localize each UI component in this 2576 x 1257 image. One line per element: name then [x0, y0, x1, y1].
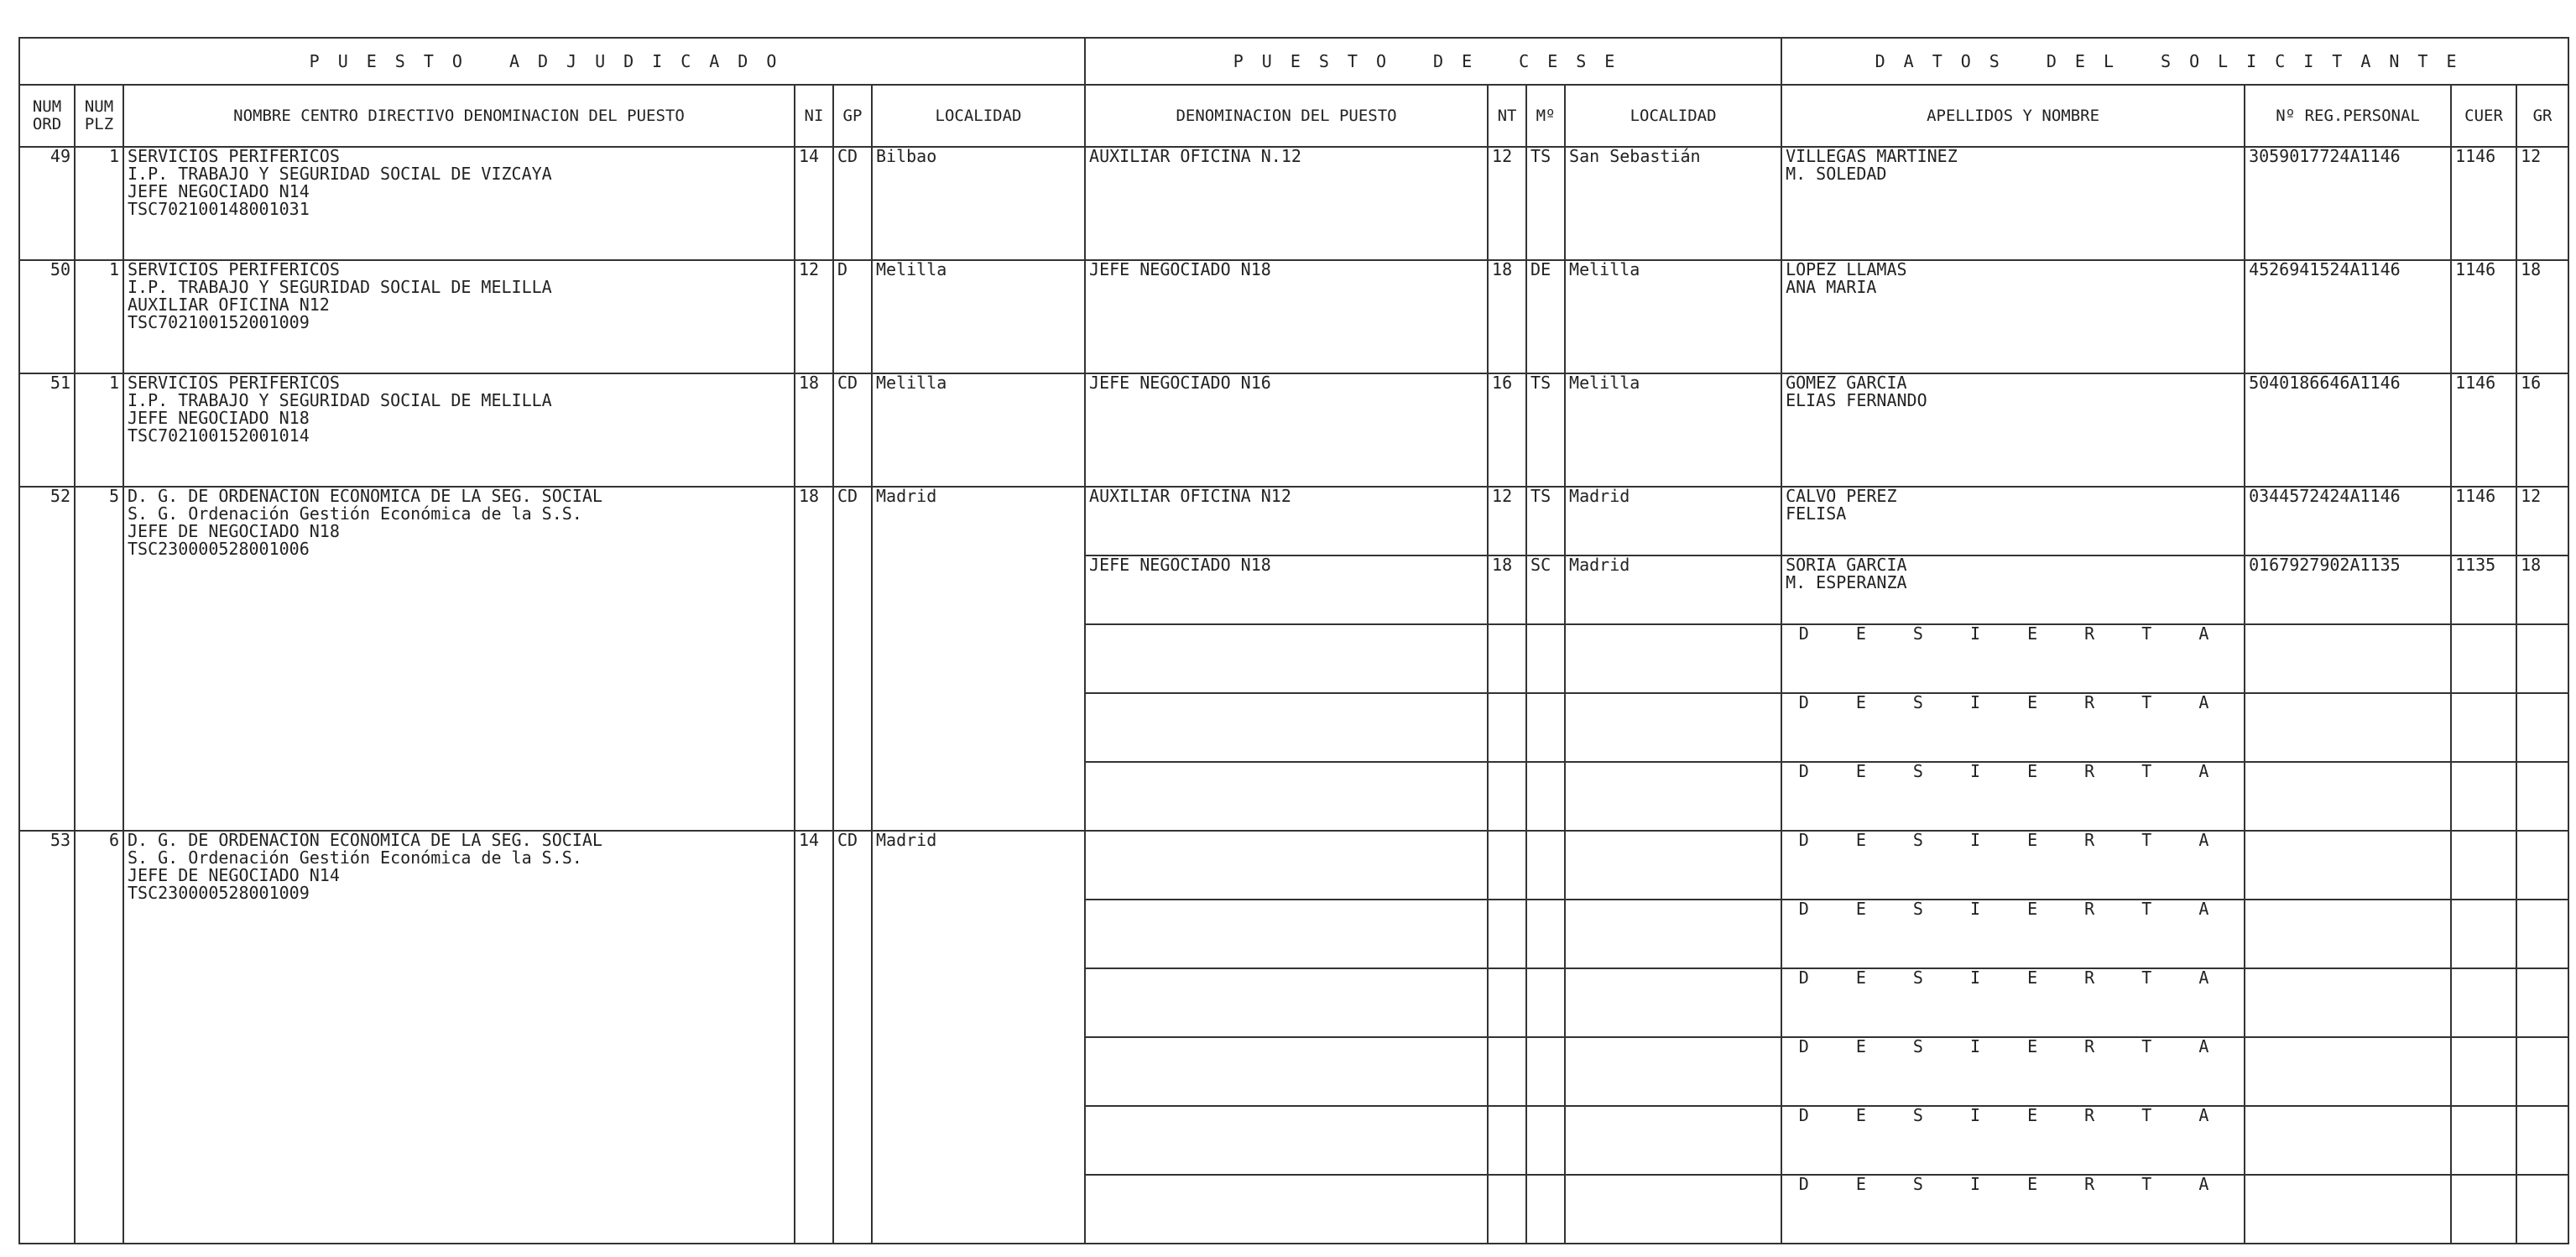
cell-apellidos-nombre: LOPEZ LLAMAS ANA MARIA [1781, 260, 2245, 373]
cell-gp: CD [833, 147, 872, 260]
table-row [19, 147, 2568, 260]
cell-apellidos-nombre: GOMEZ GARCIA ELIAS FERNANDO [1781, 373, 2245, 487]
cell-gr: 12 [2516, 487, 2568, 555]
cell-cuer: 1146 [2451, 487, 2516, 555]
col-localidad-cese: LOCALIDAD [1565, 85, 1781, 147]
cell-cese-mo: DE [1526, 260, 1565, 373]
desierta-label: D E S I E R T A [1781, 693, 2245, 762]
cell-ord: 49 [19, 147, 75, 260]
col-mo: Mº [1526, 85, 1565, 147]
cell-cese-denominacion: AUXILIAR OFICINA N.12 [1085, 147, 1488, 260]
cell-cese-localidad: Melilla [1565, 260, 1781, 373]
cell-cese-denominacion: AUXILIAR OFICINA N12 [1085, 487, 1488, 555]
cell-cuer: 1135 [2451, 555, 2516, 624]
cell-cese-nt: 18 [1488, 260, 1526, 373]
group-header-applicant: DATOS DEL SOLICITANTE [1781, 38, 2568, 85]
desierta-label: D E S I E R T A [1781, 1175, 2245, 1244]
cell-localidad: Bilbao [872, 147, 1085, 260]
cell-localidad: Melilla [872, 373, 1085, 487]
cell-gp: CD [833, 831, 872, 1244]
cell-nreg: 5040186646A1146 [2245, 373, 2451, 487]
cell-gr: 16 [2516, 373, 2568, 487]
desierta-label: D E S I E R T A [1781, 900, 2245, 968]
table-row [19, 260, 2568, 373]
cell-cese-nt: 18 [1488, 555, 1526, 624]
cell-gr: 18 [2516, 260, 2568, 373]
col-nreg-personal: Nº REG.PERSONAL [2245, 85, 2451, 147]
cell-localidad: Melilla [872, 260, 1085, 373]
col-num-ord: NUM ORD [19, 85, 75, 147]
cell-ni: 14 [795, 147, 833, 260]
desierta-label: D E S I E R T A [1781, 1106, 2245, 1175]
col-apellidos-nombre: APELLIDOS Y NOMBRE [1781, 85, 2245, 147]
cell-ni: 18 [795, 373, 833, 487]
cell-ord: 51 [19, 373, 75, 487]
assignment-table [18, 37, 2569, 1244]
desierta-label: D E S I E R T A [1781, 831, 2245, 900]
cell-cese-nt: 16 [1488, 373, 1526, 487]
cell-centro: SERVICIOS PERIFERICOS I.P. TRABAJO Y SEGURIDAD SOCIAL DE MELILLA JEFE NEGOCIADO N18 TSC702100152001014 [123, 373, 795, 487]
col-denominacion-cese: DENOMINACION DEL PUESTO [1085, 85, 1488, 147]
cell-cuer: 1146 [2451, 260, 2516, 373]
cell-centro: SERVICIOS PERIFERICOS I.P. TRABAJO Y SEGURIDAD SOCIAL DE MELILLA AUXILIAR OFICINA N12 TSC702100152001009 [123, 260, 795, 373]
table-row [19, 373, 2568, 487]
cell-gp: D [833, 260, 872, 373]
cell-apellidos-nombre: SORIA GARCIA M. ESPERANZA [1781, 555, 2245, 624]
cell-nreg: 4526941524A1146 [2245, 260, 2451, 373]
cell-cese-nt: 12 [1488, 487, 1526, 555]
cell-nreg: 0167927902A1135 [2245, 555, 2451, 624]
cell-ord: 52 [19, 487, 75, 831]
col-num-plz: NUM PLZ [75, 85, 123, 147]
col-localidad: LOCALIDAD [872, 85, 1085, 147]
cell-ni: 14 [795, 831, 833, 1244]
col-gp: GP [833, 85, 872, 147]
cell-ord: 50 [19, 260, 75, 373]
cell-cese-mo: SC [1526, 555, 1565, 624]
column-header-row [19, 85, 2568, 147]
cell-localidad: Madrid [872, 487, 1085, 831]
col-gr: GR [2516, 85, 2568, 147]
col-ni: NI [795, 85, 833, 147]
cell-plz: 1 [75, 260, 123, 373]
cell-cese-denominacion: JEFE NEGOCIADO N18 [1085, 555, 1488, 624]
cell-centro: SERVICIOS PERIFERICOS I.P. TRABAJO Y SEGURIDAD SOCIAL DE VIZCAYA JEFE NEGOCIADO N14 TSC702100148001031 [123, 147, 795, 260]
cell-nreg: 3059017724A1146 [2245, 147, 2451, 260]
cell-apellidos-nombre: VILLEGAS MARTINEZ M. SOLEDAD [1781, 147, 2245, 260]
cell-centro: D. G. DE ORDENACION ECONOMICA DE LA SEG. SOCIAL S. G. Ordenación Gestión Económica de la S.S. JEFE DE NEGOCIADO N14 TSC230000528001009 [123, 831, 795, 1244]
group-header-row [19, 38, 2568, 85]
cell-cuer: 1146 [2451, 147, 2516, 260]
cell-gr: 12 [2516, 147, 2568, 260]
table-row [19, 831, 2568, 900]
cell-cese-localidad: Madrid [1565, 487, 1781, 555]
col-nombre-centro: NOMBRE CENTRO DIRECTIVO DENOMINACION DEL PUESTO [123, 85, 795, 147]
desierta-label: D E S I E R T A [1781, 762, 2245, 831]
cell-cese-denominacion: JEFE NEGOCIADO N18 [1085, 260, 1488, 373]
group-header-awarded: PUESTO ADJUDICADO [19, 38, 1085, 85]
cell-cese-mo: TS [1526, 373, 1565, 487]
group-header-cese: PUESTO DE CESE [1085, 38, 1781, 85]
table-row [19, 487, 2568, 555]
cell-plz: 1 [75, 373, 123, 487]
cell-apellidos-nombre: CALVO PEREZ FELISA [1781, 487, 2245, 555]
desierta-label: D E S I E R T A [1781, 1037, 2245, 1106]
cell-cuer: 1146 [2451, 373, 2516, 487]
col-cuer: CUER [2451, 85, 2516, 147]
cell-cese-denominacion: JEFE NEGOCIADO N16 [1085, 373, 1488, 487]
cell-ni: 12 [795, 260, 833, 373]
cell-gp: CD [833, 373, 872, 487]
col-nt: NT [1488, 85, 1526, 147]
cell-localidad: Madrid [872, 831, 1085, 1244]
cell-ni: 18 [795, 487, 833, 831]
cell-centro: D. G. DE ORDENACION ECONOMICA DE LA SEG. SOCIAL S. G. Ordenación Gestión Económica de la S.S. JEFE DE NEGOCIADO N18 TSC230000528001006 [123, 487, 795, 831]
desierta-label: D E S I E R T A [1781, 624, 2245, 693]
cell-cese-localidad: Melilla [1565, 373, 1781, 487]
desierta-label: D E S I E R T A [1781, 968, 2245, 1037]
cell-cese-localidad: San Sebastián [1565, 147, 1781, 260]
cell-gr: 18 [2516, 555, 2568, 624]
cell-cese-mo: TS [1526, 147, 1565, 260]
cell-cese-mo: TS [1526, 487, 1565, 555]
cell-plz: 5 [75, 487, 123, 831]
document-page [18, 37, 2568, 1244]
cell-cese-nt: 12 [1488, 147, 1526, 260]
cell-plz: 1 [75, 147, 123, 260]
cell-cese-localidad: Madrid [1565, 555, 1781, 624]
cell-ord: 53 [19, 831, 75, 1244]
cell-gp: CD [833, 487, 872, 831]
cell-nreg: 0344572424A1146 [2245, 487, 2451, 555]
cell-plz: 6 [75, 831, 123, 1244]
